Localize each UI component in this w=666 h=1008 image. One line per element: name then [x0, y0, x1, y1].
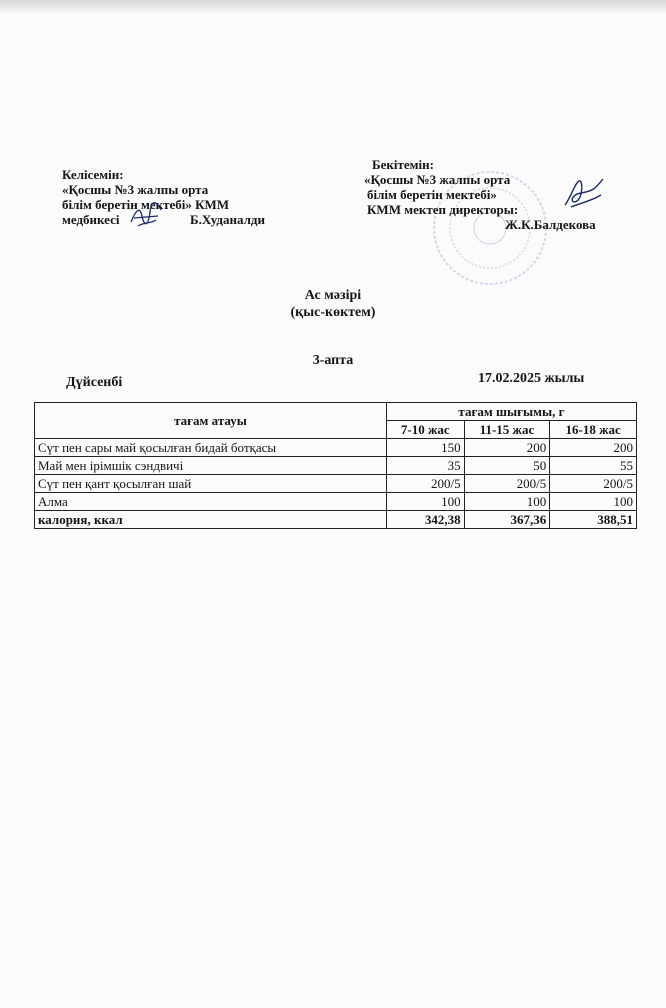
dish-value: 35: [387, 457, 465, 475]
table-header-row: [35, 403, 637, 421]
dish-value: 100: [387, 493, 465, 511]
menu-title: Ас мәзірі: [304, 288, 362, 303]
approval-left-name: Б.Худаналди: [190, 212, 265, 227]
approval-left-title: Келісемін:: [62, 167, 124, 182]
dish-value: 200/5: [387, 475, 465, 493]
total-value: 342,38: [387, 511, 465, 529]
header-yield: тағам шығымы, г: [387, 403, 637, 421]
dish-value: 200/5: [550, 475, 637, 493]
dish-value: 55: [550, 457, 637, 475]
approval-left-line2: білім беретін мектебі» КММ: [62, 197, 230, 212]
menu-table: [34, 402, 637, 529]
header-age-group: 11-15 жас: [464, 421, 550, 439]
table-row: [35, 457, 637, 475]
dish-value: 100: [464, 493, 550, 511]
approval-right-name: Ж.К.Балдекова: [505, 217, 596, 232]
approval-left: [62, 167, 302, 227]
dish-value: 200: [550, 439, 637, 457]
header-age-group: 7-10 жас: [387, 421, 465, 439]
total-value: 388,51: [550, 511, 637, 529]
date-label: 17.02.2025 жылы: [478, 371, 585, 386]
approval-right-role-text: КММ мектеп директоры:: [367, 202, 519, 217]
total-value: 367,36: [464, 511, 550, 529]
approval-right-role: [364, 202, 614, 217]
day-label: Дүйсенбі: [66, 375, 123, 390]
dish-name: Сүт пен сары май қосылған бидай ботқасы: [35, 439, 387, 457]
dish-name: Сүт пен қант қосылған шай: [35, 475, 387, 493]
approval-left-line1: «Қосшы №3 жалпы орта: [62, 182, 209, 197]
dish-name: Май мен ірімшік сэндвичі: [35, 457, 387, 475]
dish-value: 200: [464, 439, 550, 457]
approval-left-role: медбикесі: [62, 212, 120, 227]
approval-right-line1: «Қосшы №3 жалпы орта: [364, 172, 511, 187]
approval-right-title: Бекітемін:: [372, 157, 434, 172]
dish-value: 100: [550, 493, 637, 511]
total-label: калория, ккал: [35, 511, 387, 529]
scan-edge: [0, 0, 666, 14]
dish-name: Алма: [35, 493, 387, 511]
approval-right-line2: білім беретін мектебі»: [367, 187, 497, 202]
header-dish-name: тағам атауы: [35, 403, 387, 439]
header-age-group: 16-18 жас: [550, 421, 637, 439]
table-row: [35, 493, 637, 511]
week-label: 3-апта: [312, 353, 354, 368]
dish-value: 150: [387, 439, 465, 457]
dish-value: 200/5: [464, 475, 550, 493]
approval-right: [364, 157, 614, 232]
signature-icon: [561, 175, 607, 211]
table-row: [35, 475, 637, 493]
table-total-row: [35, 511, 637, 529]
season-subtitle: (қыс-көктем): [290, 305, 376, 320]
approval-left-signature-line: [62, 212, 302, 227]
dish-value: 50: [464, 457, 550, 475]
signature-icon: [128, 202, 164, 230]
table-row: [35, 439, 637, 457]
